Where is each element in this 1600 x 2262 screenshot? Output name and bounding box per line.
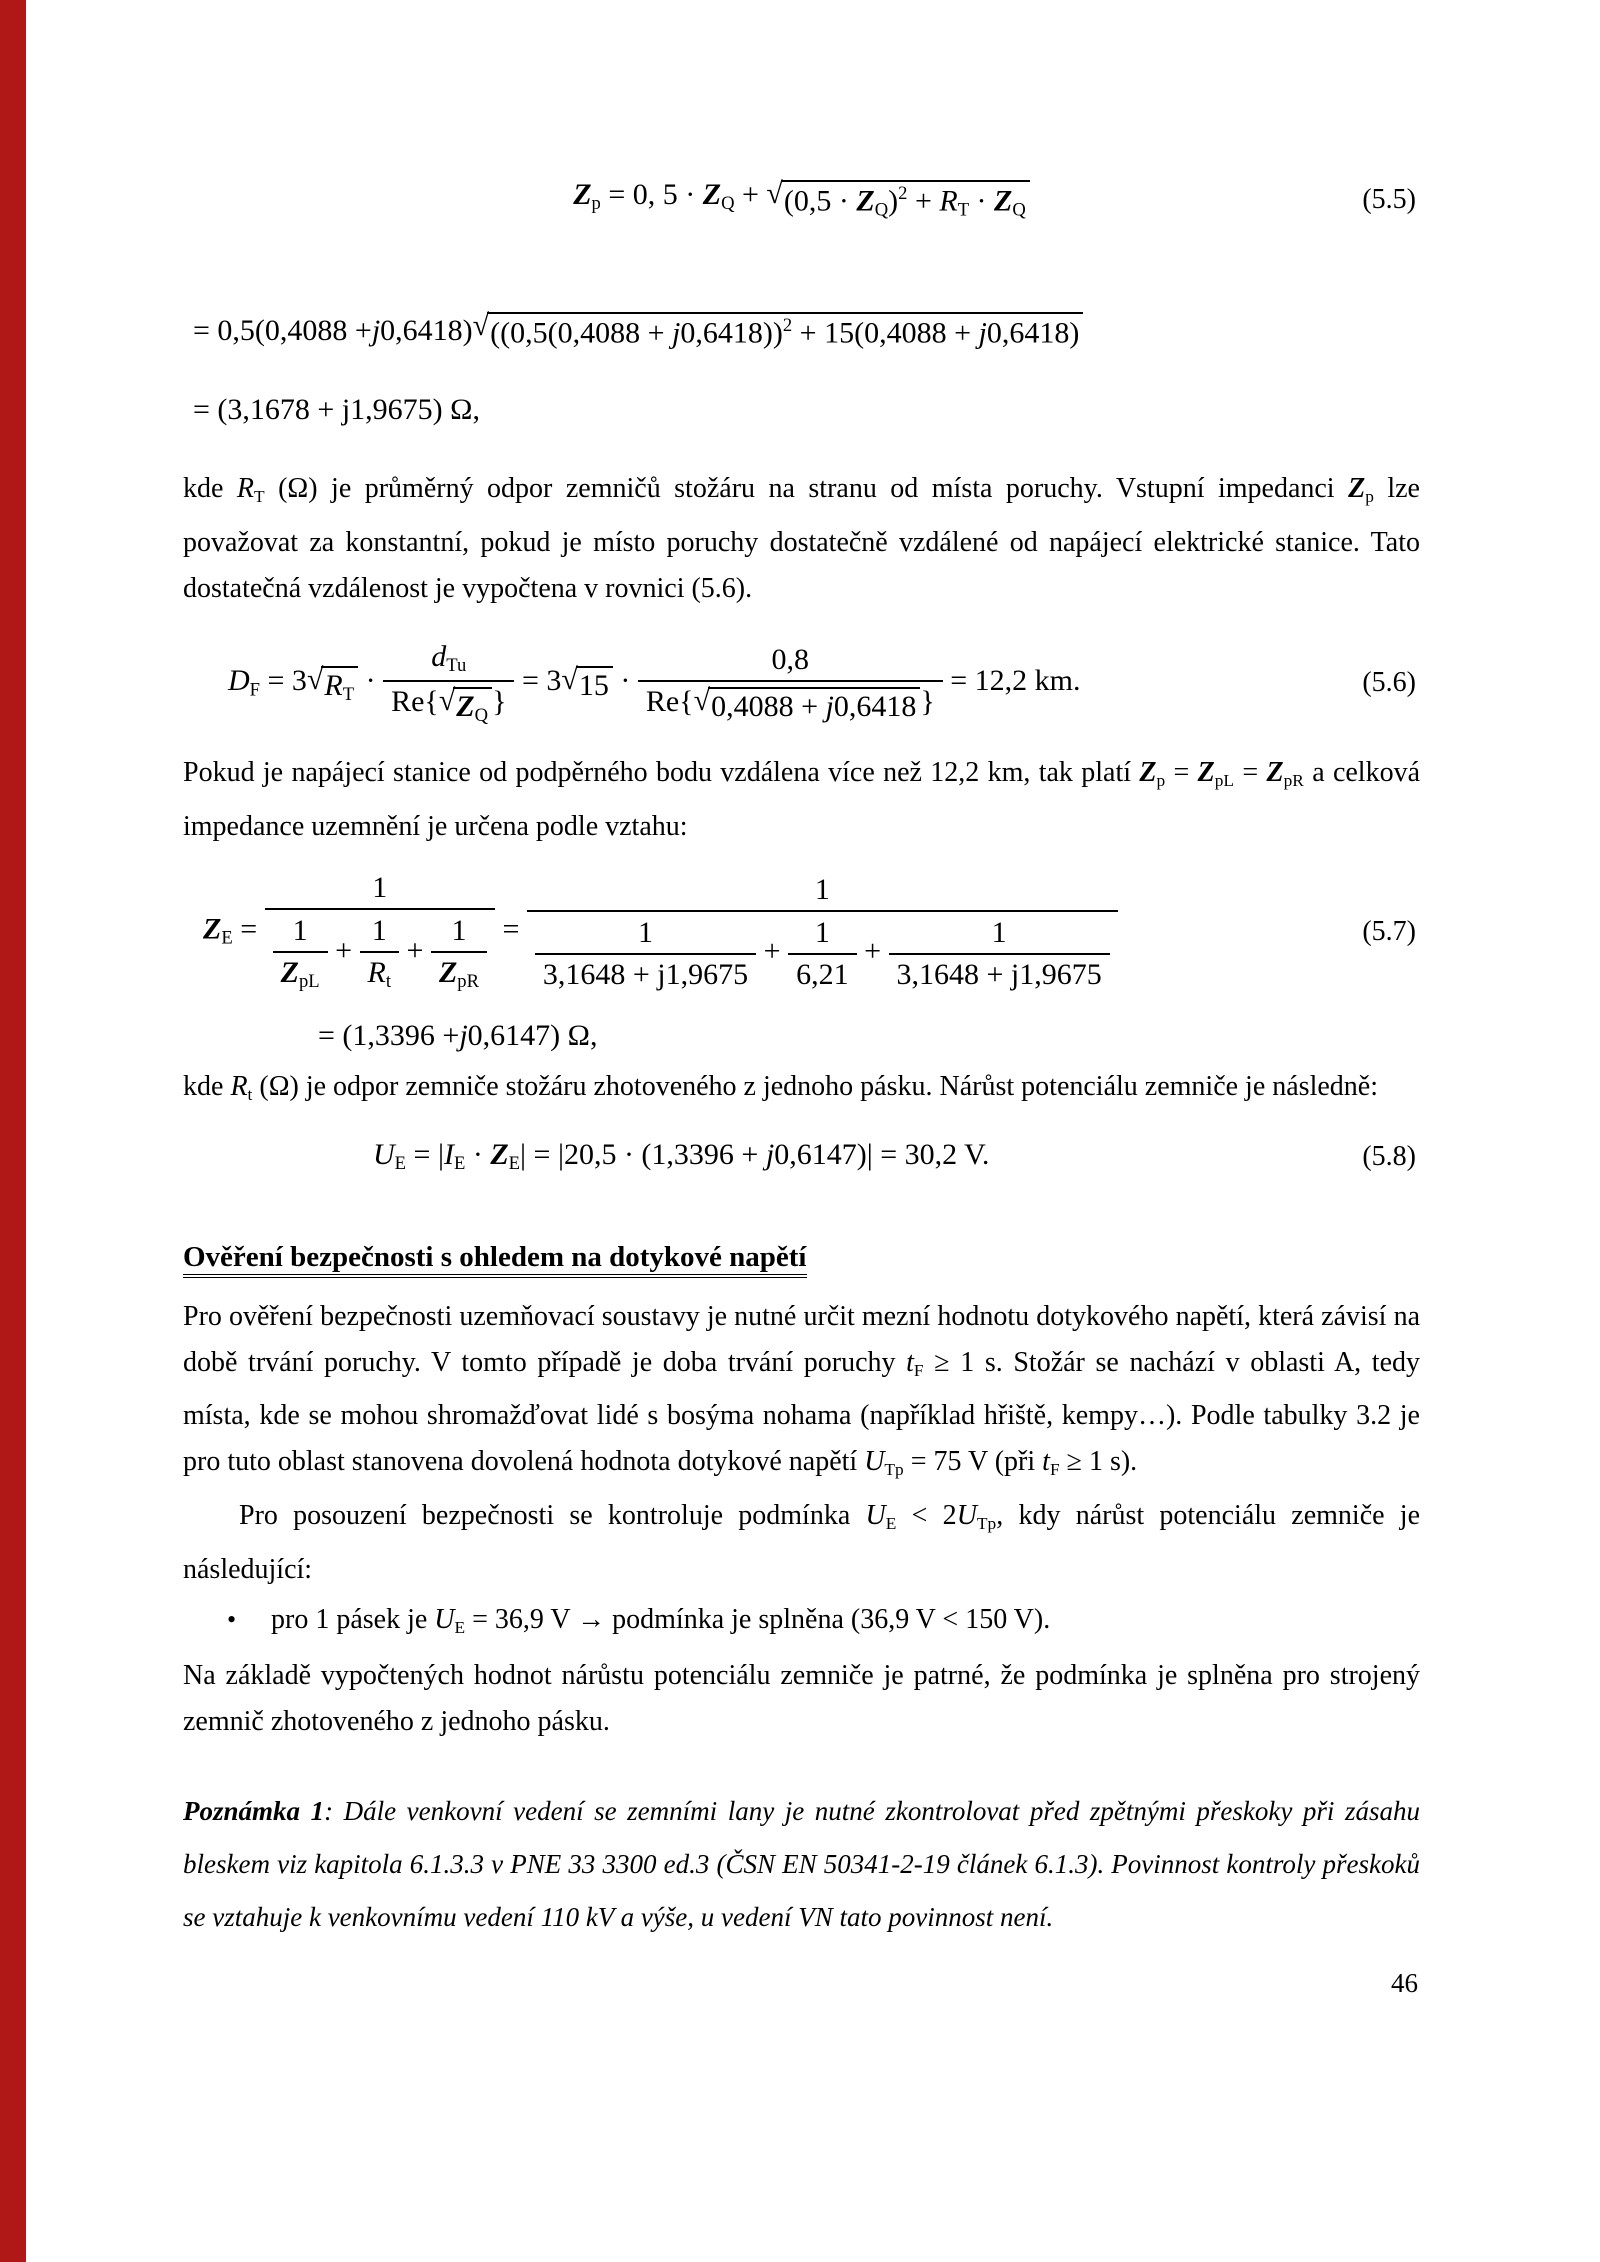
equation-5-5-label: (5.5) xyxy=(1362,184,1416,215)
equation-5-8-label: (5.8) xyxy=(1362,1140,1416,1172)
equation-5-6-label: (5.6) xyxy=(1362,666,1416,698)
page-number: 46 xyxy=(1391,1968,1418,1998)
equation-5-8-formula: $U_E = |I_E \cdot Z_E| = |20,5 \cdot (1,3396 + j0,6147)| = 30,2$ V. xyxy=(373,1137,990,1175)
bullet-icon: • xyxy=(227,1605,237,1635)
equation-5-6-formula: $D_F = 3$ √ $R_T$ · $d_{Tu}$ Re{ √ $Z_Q$ } = 3 √ 15 · 0,8 Re{ √ 0,4088 + j0,6418 } = 12,2 km. xyxy=(228,639,1081,727)
equation-5-8-row xyxy=(183,1128,1420,1186)
paragraph-pro-overeni: Pro ověření bezpečnosti uzemňovací soustavy je nutné určit mezní hodnotu dotykového napětí, která závisí na době trvání poruchy. V tomto případě je doba trvání poruchy $t_F \ge 1$ s. Stožár se nachází v oblasti A, tedy místa, kde se mohou shromažďovat lidé s bosýma nohama (například hřiště, kempy…). Podle tabulky 3.2 je pro tuto oblast stanovena dovolená hodnota dotykové napětí $U_{Tp} = 75$ V (při $t_F \ge 1$ s). xyxy=(183,1300,1420,1480)
bullet-item xyxy=(183,1597,1420,1651)
paragraph-kde-rt: kde $R_T$ (Ω) je průměrný odpor zemničů stožáru na stranu od místa poruchy. Vstupní impedanci $Z_p$ lze považovat za konstantní, pokud je místo poruchy dostatečně vzdálené od napájecí elektrické stanice. Tato dostatečná vzdálenost je vypočtena v rovnici (5.6). xyxy=(183,473,1420,604)
equation-5-5-continuation-2: = (3,1678 + j1,9675) Ω, xyxy=(193,393,480,426)
equation-5-7-formula: $Z_E$ = 1 $\frac{1}{Z_{pL}}$ + $\frac{1}{R_t}$ + $\frac{1}{Z_{pR}}$ = 1 $\frac{1}{3,1648 + j1,9675}$ + $\frac{1}{6,21}$ + $\frac{1}{3,1648 + j1,9675}$ xyxy=(203,870,1118,993)
equation-5-7-row xyxy=(183,856,1420,1008)
equation-5-7-result: = (1,3396 + j 0,6147) Ω, xyxy=(318,1018,598,1052)
paragraph-pokud: Pokud je napájecí stanice od podpěrného bodu vzdálena více než 12,2 km, tak platí $Z_p = Z_{pL} = Z_{pR}$ a celková impedance uzemnění je určena podle vztahu: xyxy=(183,756,1421,842)
note-paragraph: Poznámka 1: Dále venkovní vedení se zemními lany je nutné zkontrolovat před zpětnými přeskoky při zásahu bleskem viz kapitola 6.1.3.3 v PNE 33 3300 ed.3 (ČSN EN 50341-2-19 článek 6.1.3). Povinnost kontroly přeskoků se vztahuje k venkovnímu vedení 110 kV a výše, u vedení VN tato povinnost není. xyxy=(183,1796,1420,1933)
bullet-text: pro 1 pásek je $U_E = 36,9$ V → podmínka je splněna (36,9 V < 150 V). xyxy=(271,1604,1051,1638)
equation-5-5-row xyxy=(183,148,1420,252)
equation-5-5-formula: $Z_p = 0$, $5 \cdot Z_Q$ + √ $(0,5 \cdot Z_Q)^2 + R_T \cdot Z_Q$ xyxy=(573,178,1030,222)
equation-5-5-continuation-1: = 0,5(0,4088 + j 0,6418) √ ($(0,5(0,4088 + j0,6418))^2 + 15(0,4088 + j0,6418)$ xyxy=(183,278,1420,384)
paragraph-pro-posouzeni: Pro posouzení bezpečnosti se kontroluje podmínka $U_E < 2U_{Tp}$, kdy nárůst potenciálu zemniče je následující: xyxy=(183,1500,1421,1586)
paragraph-na-zaklade: Na základě vypočtených hodnot nárůstu potenciálu zemniče je patrné, že podmínka je splněna pro strojený zemnič zhotoveného z jednoho pásku. xyxy=(183,1660,1420,1738)
paragraph-kde-rt2: kde $R_t$ (Ω) je odpor zemniče stožáru zhotoveného z jednoho pásku. Nárůst potenciálu zemniče je následně: xyxy=(183,1070,1378,1104)
equation-5-6-row xyxy=(183,620,1420,746)
section-heading: Ověření bezpečnosti s ohledem na dotykové napětí xyxy=(183,1234,1420,1280)
equation-5-7-label: (5.7) xyxy=(1362,915,1416,947)
